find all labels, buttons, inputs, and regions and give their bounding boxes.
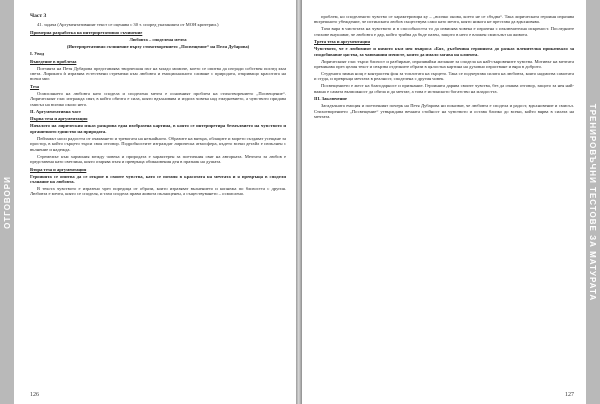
heading-text: Примерна разработка на интерпретативно съчинение <box>30 29 143 35</box>
right-page-text <box>314 14 574 384</box>
side-label-tests: ТРЕНИРОВЪЧНИ ТЕСТОВЕ ЗА МАТУРАТА <box>588 103 598 301</box>
paragraph: Пейзажът носи радостта от очакването и тревогата на незнайното. Образите на вятъра, облаците и морето създават усещане за простор, в който сърцето търси своя отговор. Подробностите изграждат лирическа атмосфера, където всеки детайл е изпълнен с вълнение и надежда. <box>30 135 286 152</box>
left-page-text <box>30 14 286 384</box>
section-text: II. Аргументативна част <box>30 109 82 115</box>
bold-text: Чувството, че е любимият и нямото към нея въпроса «Бях, дълбочина героинята до разказ пленителна прикачвало за сподобявавне цаства, за чаювашин изчисте, които да имало загава на клиента. <box>314 46 574 57</box>
right-page <box>302 0 600 404</box>
part-text: Част 3 <box>30 13 47 19</box>
paragraph: Стремежът към хармония между човека и природата е характерен за поетичния свят на авторката. Мечтата за любов е представена като светлина, която озарява пътя и превръща обикновения ден в празник на душата. <box>30 153 286 165</box>
bold-text: Героинята се опитва да се открие в своите чувства, като се потапя в красотата на мечтата и я превръща в сподели съзнание на любовта. <box>30 173 286 184</box>
paragraph: В текста чувството е изразено чрез поредица от образи, които изразяват вълнението и копнежа по близостта с другия. Любовта е мечта, която се споделя, и тази сподела прави живота пълноценен, а съществуването – осмислено. <box>30 185 286 197</box>
page-number-left: 126 <box>30 392 39 398</box>
heading-text: Трета теза и аргументация <box>314 39 370 45</box>
paragraph: Осмислянето на любовта като сподела и споделена мечта е основният проблем на стихотворението „Посвещение“. Лирическият глас изгражда свят, в който обичта е сила, която вдъхновява и издига човека над ежедневието, а чувството придава смисъл на всичко около него. <box>30 90 286 107</box>
section-text: I. Увод <box>30 51 45 57</box>
bold-text: Началото на лирическия изказ разкрива една изобразена картина, в която се интерпретира безмълвието на чувството и органичното единство на природата. <box>30 123 286 134</box>
heading-text: Втора теза и аргументация <box>30 166 87 172</box>
paragraph: Студената зимна нощ е контрастен фон за топлотата на сърцето. Така се подчертава силата на любовта, която надмогва самотата и студа, и превръща мечтата в реалност, споделена с другия човек. <box>314 71 574 82</box>
heading-text: Първа теза и аргументация <box>30 116 88 122</box>
heading-text: Въведение в проблема <box>30 58 77 64</box>
page-number-right: 127 <box>565 392 574 398</box>
paragraph: 41. задача (Аргументативният текст се оценява с 30 т. според указанията от МОН критерии.) <box>37 22 219 28</box>
paragraph: Тази вяра в чистотата на чувството и в способността то да извисява човека е изразена с изключителна искреност. Последните стихове внушават, че любовта е дар, който трябва да бъде пазен, защото в него е вложен смисълът на живота. <box>314 26 574 37</box>
side-band-right <box>586 0 600 404</box>
center-text: Любовта – споделена мечта <box>129 36 187 42</box>
paragraph: Загадъчната емоция и поетичният почерк на Петя Дубарова ни показват, че любовта е сподела и радост, вдъхновение и смисъл. Стихотворението „Посвещение“ утвърждава вечната стойност на чувството и остава близко до всеки, който вярва в силата на мечтата. <box>314 103 574 120</box>
side-label-answers: ОТГОВОРИ <box>2 175 12 229</box>
section-text: III. Заключение <box>314 96 347 102</box>
paragraph: Посвещението е жест на благодарност и признание. Героинята дарява своите чувства, без да очаква отговор, защото за нея най-важна е самата възможност да обича и да мечтае, а това е истинското богатство на младостта. <box>314 83 574 94</box>
center-text: (Интерпретативно съчинение върху стихотворението „Посвещение“ на Пеля Дубарова) <box>66 43 250 49</box>
paragraph: проблем, но споделеното чувство се характеризира ку – „всичко онова, което не се сбъдва“. Така лирическата героиня изразява вътрешното убеждение, че истинската любов съществува само като мечта, която никога не престава да вдъхновява. <box>314 14 574 25</box>
side-band-left <box>0 0 14 404</box>
heading-text: Теза <box>30 83 40 89</box>
left-page <box>0 0 296 404</box>
paragraph: Лирическият глас търси близост и разбиране, изразявайки желание за сподела на най-съкровените чувства. Мотивът на мечтата преминава през целия текст и свързва отделните образи в цялостна картина на духовно израстване и вяра в доброто. <box>314 58 574 70</box>
paragraph: Поезията на Петя Дубарова представлява творческия път на младо момиче, което се опитва да изгради собствен поглед към света. Лириката ѝ изразява естествени стремежи към любовта и емоционалното сливане с природата, откриващо красотата на всеки миг. <box>30 65 286 82</box>
